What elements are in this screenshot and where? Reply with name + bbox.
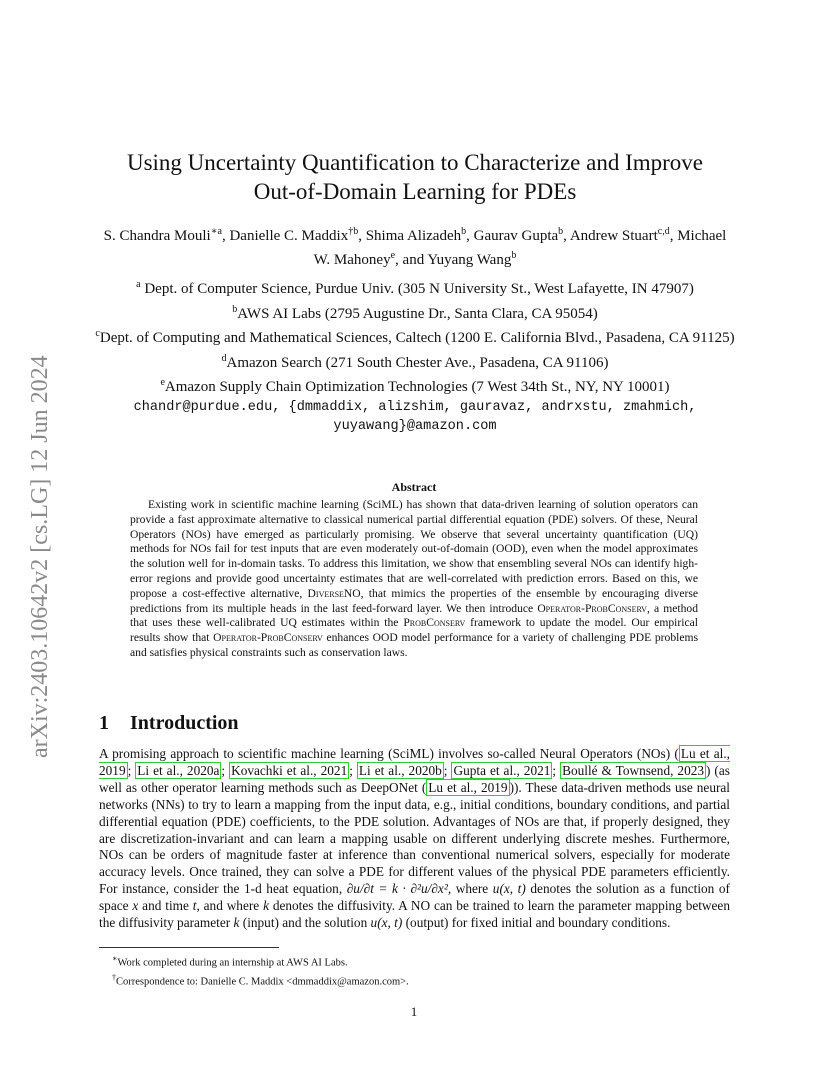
body-text: and time	[138, 898, 193, 914]
footnote	[112, 971, 732, 990]
affiliation-d	[80, 349, 750, 374]
citation-link[interactable]: Gupta et al., 2021	[453, 762, 551, 778]
math-symbol: k	[233, 915, 240, 931]
citation-link[interactable]: Li et al., 2020b	[358, 762, 442, 778]
body-text: A promising approach to scientific machine learning (SciML) involves so-called Neural Operators (NOs) (	[99, 746, 679, 761]
author-mark: b	[511, 250, 517, 261]
footnote-mark: †	[112, 972, 116, 982]
affiliation-c	[80, 324, 750, 349]
body-text: ) (as well as other operator learning methods such as DeepONet (	[99, 762, 730, 795]
method-name: DiverseNO	[307, 586, 361, 600]
footnote-mark: ∗	[112, 954, 118, 963]
paper-title	[90, 148, 740, 206]
affiliation-text: Dept. of Computer Science, Purdue Univ. (305 N University St., West Lafayette, IN 47907)	[140, 281, 694, 297]
body-text: ;	[221, 762, 230, 778]
body-text: ;	[349, 762, 357, 778]
affiliation-a	[80, 275, 750, 300]
section-number: 1	[99, 712, 109, 734]
intro-paragraph	[99, 746, 730, 932]
body-text: ;	[127, 762, 136, 778]
heat-equation: ∂u/∂t = k · ∂²u/∂x²	[346, 881, 448, 897]
affiliation-text: Amazon Supply Chain Optimization Technologies (7 West 34th St., NY, NY 10001)	[164, 379, 670, 395]
abstract-body	[130, 498, 698, 661]
math-symbol: x	[132, 898, 139, 914]
citation-link[interactable]: Lu et al., 2019	[428, 779, 508, 795]
body-text: )). These data-driven methods use neural networks (NNs) to try to learn a mapping from the input data, e.g., initial conditions, boundary conditions, and partial differential equation (PDE) coefficients, to the PDE solution. Advantages of NOs are that, if properly designed, they are discretization-invariant and can learn a mapping usable on different underlying discrete meshes. Furthermore, NOs can be orders of magnitude faster at inference than conventional numerical solvers, especially for moderate accuracy levels. Once trained, they can solve a PDE for different values of the physical PDE parameters efficiently. For instance, consider the 1-d heat equation,	[99, 779, 730, 897]
math-symbol: u(x, t)	[492, 881, 526, 897]
method-name: Operator-ProbConserv	[537, 601, 647, 615]
abstract-heading: Abstract	[391, 480, 437, 494]
author-mark: b	[461, 226, 467, 237]
footnote-text: Work completed during an internship at AWS AI Labs.	[117, 957, 348, 969]
math-symbol: t	[192, 898, 197, 914]
body-text: denotes the solution as a function of space	[99, 881, 730, 914]
affiliation-b	[80, 300, 750, 325]
arxiv-stamp: arXiv:2403.10642v2 [cs.LG] 12 Jun 2024	[27, 355, 53, 758]
email-line-1: chandr@purdue.edu, {dmmaddix, alizshim, gauravaz, andrxstu, zmahmich,	[133, 399, 697, 415]
author-name: , Michael W. Mahoney	[313, 228, 727, 268]
footnotes	[112, 952, 732, 989]
footnote-text: Correspondence to: Danielle C. Maddix <dmmaddix@amazon.com>.	[116, 976, 409, 987]
section-heading	[99, 712, 739, 735]
title-line-1: Using Uncertainty Quantification to Characterize and Improve	[126, 150, 704, 175]
citation-link[interactable]: Li et al., 2020a	[137, 762, 220, 778]
body-text: ;	[443, 762, 452, 778]
author-mark: ∗a	[210, 226, 222, 237]
abstract-text: , a method that uses these well-calibrated UQ estimates within the	[130, 601, 698, 630]
abstract-text: , that mimics the properties of the ensemble by encouraging diverse predictions from its multiple heads in the last feed-forward layer. We then introduce	[130, 586, 699, 615]
footnote	[112, 952, 732, 971]
affiliation-mark: e	[160, 377, 165, 388]
footnote-divider	[99, 947, 279, 948]
affiliation-text: Dept. of Computing and Mathematical Sciences, Caltech (1200 E. California Blvd., Pasadena, CA 91125)	[99, 330, 735, 346]
method-name: ProbConserv	[403, 616, 466, 630]
abstract-text: framework to update the model. Our empirical results show that	[130, 616, 698, 645]
author-name: S. Chandra Mouli	[103, 228, 211, 244]
math-symbol: k	[263, 898, 269, 914]
author-name: , Shima Alizadeh	[358, 228, 462, 244]
affiliation-block	[80, 275, 750, 437]
author-name: , and Yuyang Wang	[395, 252, 512, 268]
author-mark: †b	[348, 226, 359, 237]
affiliation-text: Amazon Search (271 South Chester Ave., Pasadena, CA 91106)	[226, 354, 609, 371]
abstract-text: Existing work in scientific machine learning (SciML) has shown that data-driven learning of solution operators can provide a fast approximate alternative to classical numerical partial differential equation (PDE) solvers. Of these, Neural Operators (NOs) have emerged as particularly promising. We observe that several uncertainty quantification (UQ) methods for NOs fail for test inputs that are even moderately out-of-domain (OOD), even when the model approximates the solution well for in-domain tasks. To address this limitation, we show that ensembling several NOs can identify high-error regions and provide good uncertainty estimates that are well-correlated with prediction errors. Based on this, we propose a cost-effective alternative,	[130, 498, 698, 600]
body-text: denotes the diffusivity. A NO can be trained to learn the parameter mapping between the diffusivity parameter	[99, 898, 730, 931]
email-line-2: yuyawang}@amazon.com	[333, 419, 497, 434]
affiliation-mark: c	[95, 328, 100, 339]
author-mark: b	[558, 226, 564, 237]
body-text: (output) for fixed initial and boundary conditions.	[402, 915, 671, 931]
body-text: ;	[552, 762, 561, 778]
body-text: (input) and the solution	[239, 915, 371, 931]
author-name: , Andrew Stuart	[563, 228, 658, 244]
citation-link[interactable]: Kovachki et al., 2021	[231, 762, 348, 778]
author-name: , Danielle C. Maddix	[221, 228, 349, 244]
section-title: Introduction	[130, 712, 239, 734]
body-text: , where	[447, 881, 493, 897]
math-symbol: u(x, t)	[370, 915, 403, 931]
method-name: Operator-ProbConserv	[213, 631, 323, 645]
body-text: , and where	[196, 898, 264, 914]
affiliation-mark: a	[136, 279, 141, 290]
affiliation-e	[80, 373, 750, 398]
author-mark: c,d	[657, 226, 670, 237]
page-number: 1	[410, 1004, 418, 1019]
author-list	[100, 222, 730, 270]
title-line-2: Out-of-Domain Learning for PDEs	[253, 179, 577, 204]
citation-link[interactable]: Lu et al., 2019	[99, 746, 730, 778]
affiliation-mark: d	[221, 352, 227, 364]
author-mark: e	[390, 250, 396, 261]
citation-link[interactable]: Boullé & Townsend, 2023	[562, 762, 705, 778]
abstract-text: enhances OOD model performance for a variety of challenging PDE problems and satisfies physical constraints such as conservation laws.	[130, 631, 699, 659]
affiliation-text: AWS AI Labs (2795 Augustine Dr., Santa Clara, CA 95054)	[237, 305, 598, 322]
author-name: , Gaurav Gupta	[466, 228, 559, 244]
affiliation-mark: b	[232, 303, 238, 315]
